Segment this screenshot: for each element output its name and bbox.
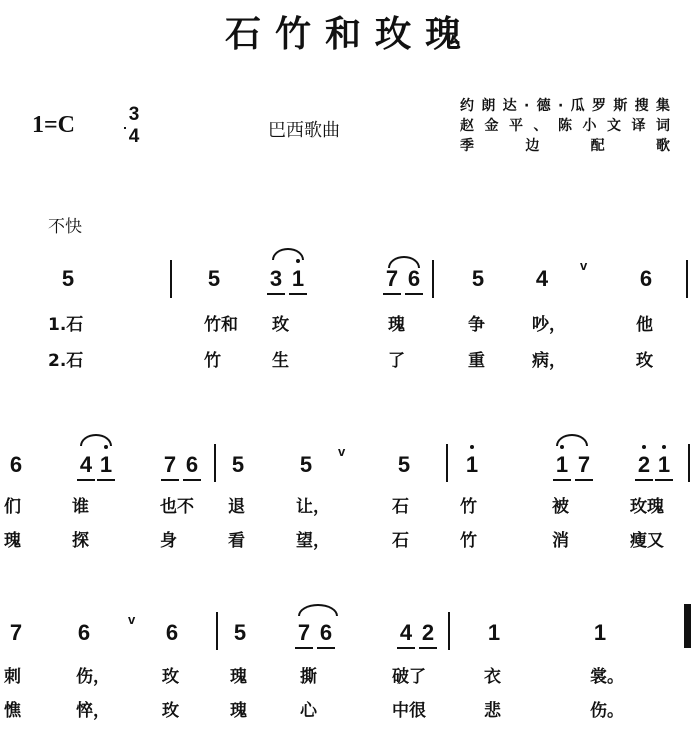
breath-mark: v xyxy=(128,612,136,627)
note: 6 xyxy=(165,620,179,645)
lyric: 生 xyxy=(272,351,289,371)
lyric: 玫 xyxy=(272,315,289,335)
credit-line: 季边配歌 xyxy=(460,138,670,154)
note: 1 xyxy=(487,620,501,645)
note: 5 xyxy=(207,266,221,291)
lyric: 被 xyxy=(552,497,569,517)
note: 5 xyxy=(231,452,245,477)
song-title: 石竹和玫瑰 xyxy=(224,13,475,55)
lyric: 看 xyxy=(228,531,245,551)
note: 2 xyxy=(418,620,438,646)
note: 1 xyxy=(288,266,308,292)
note: 1 xyxy=(462,452,482,478)
lyric: 裳。 xyxy=(590,667,624,687)
bar-line xyxy=(214,444,216,482)
lyric: 吵， xyxy=(532,315,566,335)
note: 6 xyxy=(77,620,91,645)
bar-line xyxy=(432,260,434,298)
lyric: 憔 xyxy=(4,701,21,721)
lyric: 望， xyxy=(296,531,330,551)
lyric: 病， xyxy=(532,351,566,371)
note: 1 xyxy=(96,452,116,478)
note: 5 xyxy=(299,452,313,477)
time-signature-line xyxy=(124,127,126,129)
note: 7 xyxy=(382,266,402,292)
lyric: 瑰 xyxy=(388,315,405,335)
note: 7 xyxy=(9,620,23,645)
credit-line: 赵金平、陈小文译词 xyxy=(460,118,670,134)
note: 1 xyxy=(654,452,674,478)
lyric: 衣 xyxy=(484,667,501,687)
lyric: 石 xyxy=(392,531,409,551)
lyric: 心 xyxy=(300,701,317,721)
lyric: 消 xyxy=(552,531,569,551)
lyric: 谁 xyxy=(72,497,89,517)
lyric: 瑰 xyxy=(4,531,21,551)
note: 4 xyxy=(535,266,549,291)
bar-line xyxy=(448,612,450,650)
lyric: 伤。 xyxy=(590,701,624,721)
note: 7 xyxy=(160,452,180,478)
note: 7 xyxy=(294,620,314,646)
lyric: 也不 xyxy=(160,497,194,517)
lyric: 探 xyxy=(72,531,89,551)
bar-line xyxy=(216,612,218,650)
lyric: 玫瑰 xyxy=(630,497,664,517)
time-signature-top: 3 xyxy=(128,104,140,125)
time-signature-bottom: 4 xyxy=(128,126,140,147)
note: 2 xyxy=(634,452,654,478)
lyric: 中很 xyxy=(392,701,426,721)
bar-line xyxy=(686,260,688,298)
note: 5 xyxy=(233,620,247,645)
note: 6 xyxy=(404,266,424,292)
slur xyxy=(298,604,338,616)
lyric: 瑰 xyxy=(230,667,247,687)
lyric: 伤， xyxy=(76,667,110,687)
note: 6 xyxy=(316,620,336,646)
lyric: 撕 xyxy=(300,667,317,687)
note: 3 xyxy=(266,266,286,292)
lyric: 重 xyxy=(468,351,485,371)
breath-mark: v xyxy=(338,444,346,459)
tempo-marking: 不快 xyxy=(48,217,82,237)
lyric: 石 xyxy=(392,497,409,517)
note: 1 xyxy=(552,452,572,478)
lyric: 们 xyxy=(4,497,21,517)
note: 6 xyxy=(639,266,653,291)
lyric: 竹和 xyxy=(204,315,238,335)
lyric: 玫 xyxy=(162,701,179,721)
slur xyxy=(272,248,304,260)
lyric: 瘦又 xyxy=(630,531,664,551)
final-bar-line xyxy=(684,604,691,648)
note: 5 xyxy=(397,452,411,477)
lyric: 争 xyxy=(468,315,485,335)
credits xyxy=(460,96,670,156)
lyric: 竹 xyxy=(460,497,477,517)
note: 5 xyxy=(61,266,75,291)
breath-mark: v xyxy=(580,258,588,273)
lyric: 他 xyxy=(636,315,653,335)
lyric: 身 xyxy=(160,531,177,551)
note: 4 xyxy=(76,452,96,478)
credit-line: 约朗达·德·瓜罗斯搜集 xyxy=(460,98,670,114)
lyric: 让， xyxy=(296,497,330,517)
lyric: 破了 xyxy=(392,667,426,687)
note: 6 xyxy=(182,452,202,478)
bar-line xyxy=(446,444,448,482)
lyric: 刺 xyxy=(4,667,21,687)
lyric: 悴， xyxy=(76,701,110,721)
note: 5 xyxy=(471,266,485,291)
note: 7 xyxy=(574,452,594,478)
lyric: 玫 xyxy=(162,667,179,687)
key-signature: 1=C xyxy=(32,112,76,138)
lyric: 瑰 xyxy=(230,701,247,721)
bar-line xyxy=(170,260,172,298)
lyric: 退 xyxy=(228,497,245,517)
bar-line xyxy=(688,444,690,482)
lyric: 了 xyxy=(388,351,405,371)
time-signature xyxy=(124,104,144,148)
lyric: 竹 xyxy=(460,531,477,551)
lyric: 竹 xyxy=(204,351,221,371)
lyric: 1.石 xyxy=(48,315,84,335)
lyric: 悲 xyxy=(484,701,501,721)
song-origin: 巴西歌曲 xyxy=(268,120,340,141)
slur xyxy=(80,434,112,446)
note: 6 xyxy=(9,452,23,477)
lyric: 2.石 xyxy=(48,351,84,371)
note: 1 xyxy=(593,620,607,645)
lyric: 玫 xyxy=(636,351,653,371)
note: 4 xyxy=(396,620,416,646)
